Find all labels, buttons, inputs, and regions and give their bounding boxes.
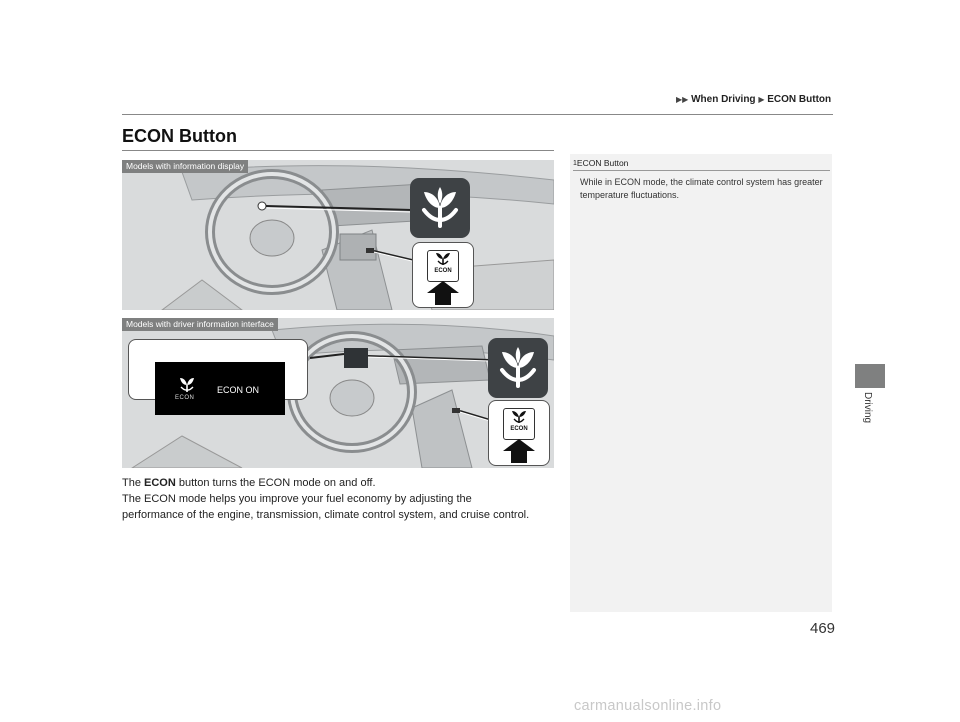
page-title: ECON Button: [122, 126, 237, 146]
breadcrumb-arrow-icon: ▶▶: [676, 95, 689, 104]
dashboard-illustration: [122, 160, 554, 310]
chapter-label: Driving: [862, 392, 873, 424]
watermark: carmanualsonline.info: [574, 698, 722, 714]
display-econ-label: ECON: [175, 395, 195, 401]
econ-button-callout: [412, 242, 474, 308]
figure-caption: Models with information display: [122, 160, 248, 173]
figure-driver-information-interface: [122, 318, 554, 468]
econ-display-screen: [155, 362, 285, 415]
figure-caption: Models with driver information interface: [122, 318, 278, 331]
econ-button-label: ECON: [510, 426, 528, 432]
chapter-tab[interactable]: [855, 364, 885, 388]
econ-button[interactable]: [427, 250, 459, 282]
econ-leaf-icon: [428, 251, 458, 267]
header-divider: [122, 114, 833, 115]
breadcrumb-arrow-icon: ▶: [758, 95, 765, 104]
note-heading: [573, 158, 628, 168]
press-arrow-icon: [427, 281, 459, 305]
press-arrow-icon: [503, 439, 535, 463]
econ-term: ECON: [144, 477, 176, 489]
breadcrumb-section[interactable]: When Driving: [691, 94, 756, 105]
econ-button-label: ECON: [434, 268, 452, 274]
breadcrumb-topic[interactable]: ECON Button: [767, 94, 832, 105]
note-heading-text: ECON Button: [576, 158, 629, 168]
econ-leaf-icon: [177, 376, 197, 394]
body-line3: performance of the engine, transmission, climate control system, and cruise control.: [122, 509, 530, 521]
body-paragraph: [122, 475, 562, 523]
note-panel: [570, 154, 832, 612]
figure-information-display: [122, 160, 554, 310]
econ-button-callout: [488, 400, 550, 466]
display-status-text: ECON ON: [217, 385, 260, 395]
title-divider: [122, 150, 554, 151]
econ-leaf-icon: [410, 178, 470, 238]
note-ref-number: 1: [573, 160, 577, 167]
breadcrumb: [676, 94, 831, 105]
page-number: 469: [810, 620, 836, 637]
econ-leaf-icon: [488, 338, 548, 398]
econ-button[interactable]: [503, 408, 535, 440]
body-prefix: The: [122, 477, 145, 489]
econ-leaf-icon: [504, 409, 534, 425]
econ-display-callout: [128, 339, 308, 400]
econ-indicator: [410, 178, 470, 238]
note-text: While in ECON mode, the climate control system has greater temperature fluctuations.: [580, 177, 823, 200]
note-divider: [573, 170, 830, 171]
body-line1-rest: button turns the ECON mode on and off.: [175, 477, 376, 489]
econ-indicator: [488, 338, 548, 398]
body-line2: The ECON mode helps you improve your fuel economy by adjusting the: [122, 493, 472, 505]
